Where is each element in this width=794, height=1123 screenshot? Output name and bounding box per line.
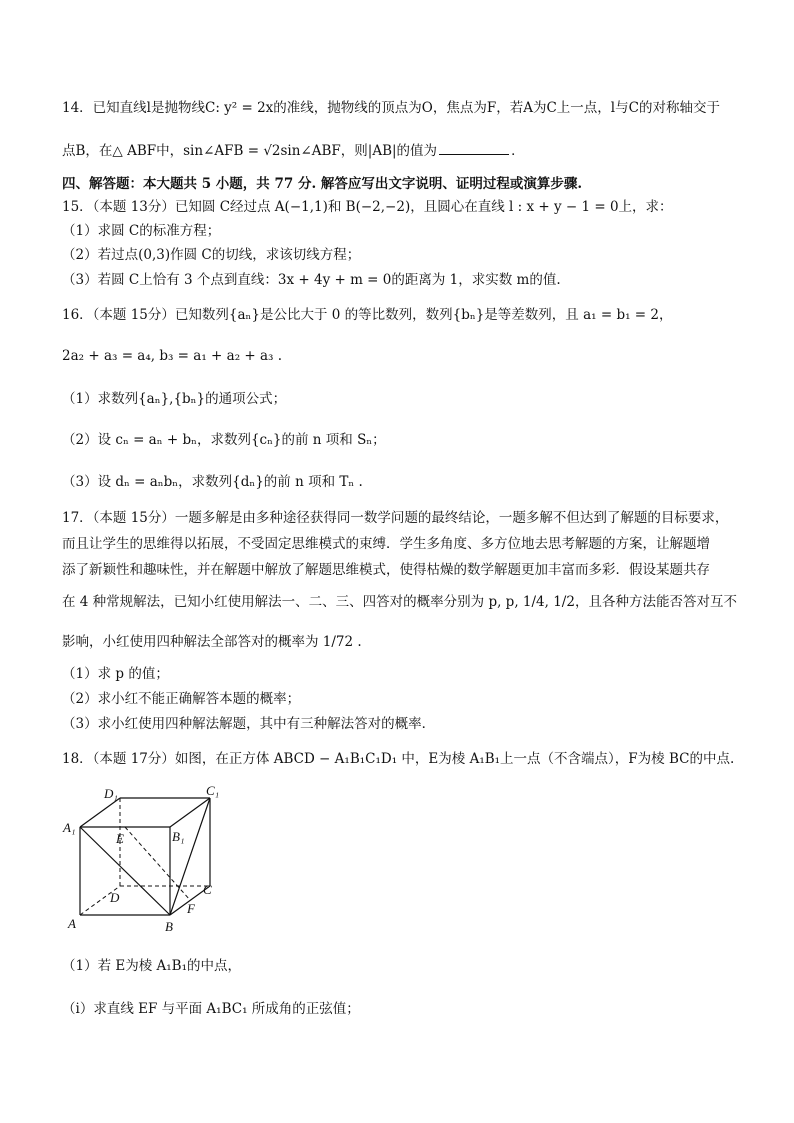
label-B1: B₁ xyxy=(172,829,185,844)
q16-condition: 2a₂ + a₃ = a₄, b₃ = a₁ + a₂ + a₃ . xyxy=(62,348,283,364)
label-D1: D₁ xyxy=(104,786,118,801)
label-E: E xyxy=(116,831,124,846)
q16-part1: （1）求数列{aₙ},{bₙ}的通项公式； xyxy=(62,391,287,407)
section-4-heading: 四、解答题：本大题共 5 小题，共 77 分. 解答应写出文字说明、证明过程或演算步骤. xyxy=(62,176,583,192)
q16-part3: （3）设 dₙ = aₙbₙ，求数列{dₙ}的前 n 项和 Tₙ . xyxy=(62,474,363,490)
label-A: A xyxy=(68,916,76,931)
label-C: C xyxy=(203,882,212,897)
cube-figure xyxy=(58,784,238,939)
q17-line3: 添了新颖性和趣味性，并在解题中解放了解题思维模式，使得枯燥的数学解题更加丰富而多彩．假设某题共存 xyxy=(62,562,710,578)
q17-line2: 而且让学生的思维得以拓展，不受固定思维模式的束缚．学生多角度、多方位地去思考解题的方案，让解题增 xyxy=(62,536,710,552)
q15-part1: （1）求圆 C的标准方程； xyxy=(62,223,221,239)
q17-line5: 影响，小红使用四种解法全部答对的概率为 1/72 . xyxy=(62,634,362,650)
answer-blank xyxy=(439,142,509,155)
q18-part-i: （i）求直线 EF 与平面 A₁BC₁ 所成角的正弦值； xyxy=(62,1001,360,1017)
label-A1: A₁ xyxy=(63,820,76,835)
q14-line1: 14．已知直线l是抛物线C: y² = 2x的准线，抛物线的顶点为O，焦点为F，若A为C上一点，l与C的对称轴交于 xyxy=(62,100,720,116)
q17-line4: 在 4 种常规解法，已知小红使用解法一、二、三、四答对的概率分别为 p, p, 1/4, 1/2，且各种方法能否答对互不 xyxy=(62,594,737,610)
q15-part2: （2）若过点(0,3)作圆 C的切线，求该切线方程； xyxy=(62,247,361,263)
q14-text: 点B，在△ ABF中，sin∠AFB = √2sin∠ABF，则|AB|的值为 xyxy=(62,143,438,159)
q17-line1: 17．（本题 15分）一题多解是由多种途径获得同一数学问题的最终结论，一题多解不但达到了解题的目标要求， xyxy=(62,510,729,526)
q16-stem: 16．（本题 15分）已知数列{aₙ}是公比大于 0 的等比数列，数列{bₙ}是等差数列，且 a₁ = b₁ = 2， xyxy=(62,307,673,323)
q14-end: ． xyxy=(511,143,525,159)
q17-part3: （3）求小红使用四种解法解题，其中有三种解法答对的概率． xyxy=(62,716,436,732)
label-C1: C₁ xyxy=(206,784,220,798)
q17-part1: （1）求 p 的值； xyxy=(62,666,169,682)
label-B: B xyxy=(165,919,173,934)
q18-stem: 18．（本题 17分）如图，在正方体 ABCD − A₁B₁C₁D₁ 中，E为棱 A₁B₁上一点（不含端点），F为棱 BC的中点. xyxy=(62,751,735,767)
q15-stem: 15．（本题 13分）已知圆 C经过点 A(−1,1)和 B(−2,−2)，且圆心在直线 l : x + y − 1 = 0上，求： xyxy=(62,199,673,215)
q18-part1: （1）若 E为棱 A₁B₁的中点， xyxy=(62,958,242,974)
q14-line2 xyxy=(62,142,525,160)
label-F: F xyxy=(187,901,195,916)
label-D: D xyxy=(110,890,120,905)
q17-part2: （2）求小红不能正确解答本题的概率； xyxy=(62,691,301,707)
q16-part2: （2）设 cₙ = aₙ + bₙ，求数列{cₙ}的前 n 项和 Sₙ； xyxy=(62,432,386,448)
q15-part3: （3）若圆 C上恰有 3 个点到直线：3x + 4y + m = 0的距离为 1，求实数 m的值. xyxy=(62,272,561,288)
